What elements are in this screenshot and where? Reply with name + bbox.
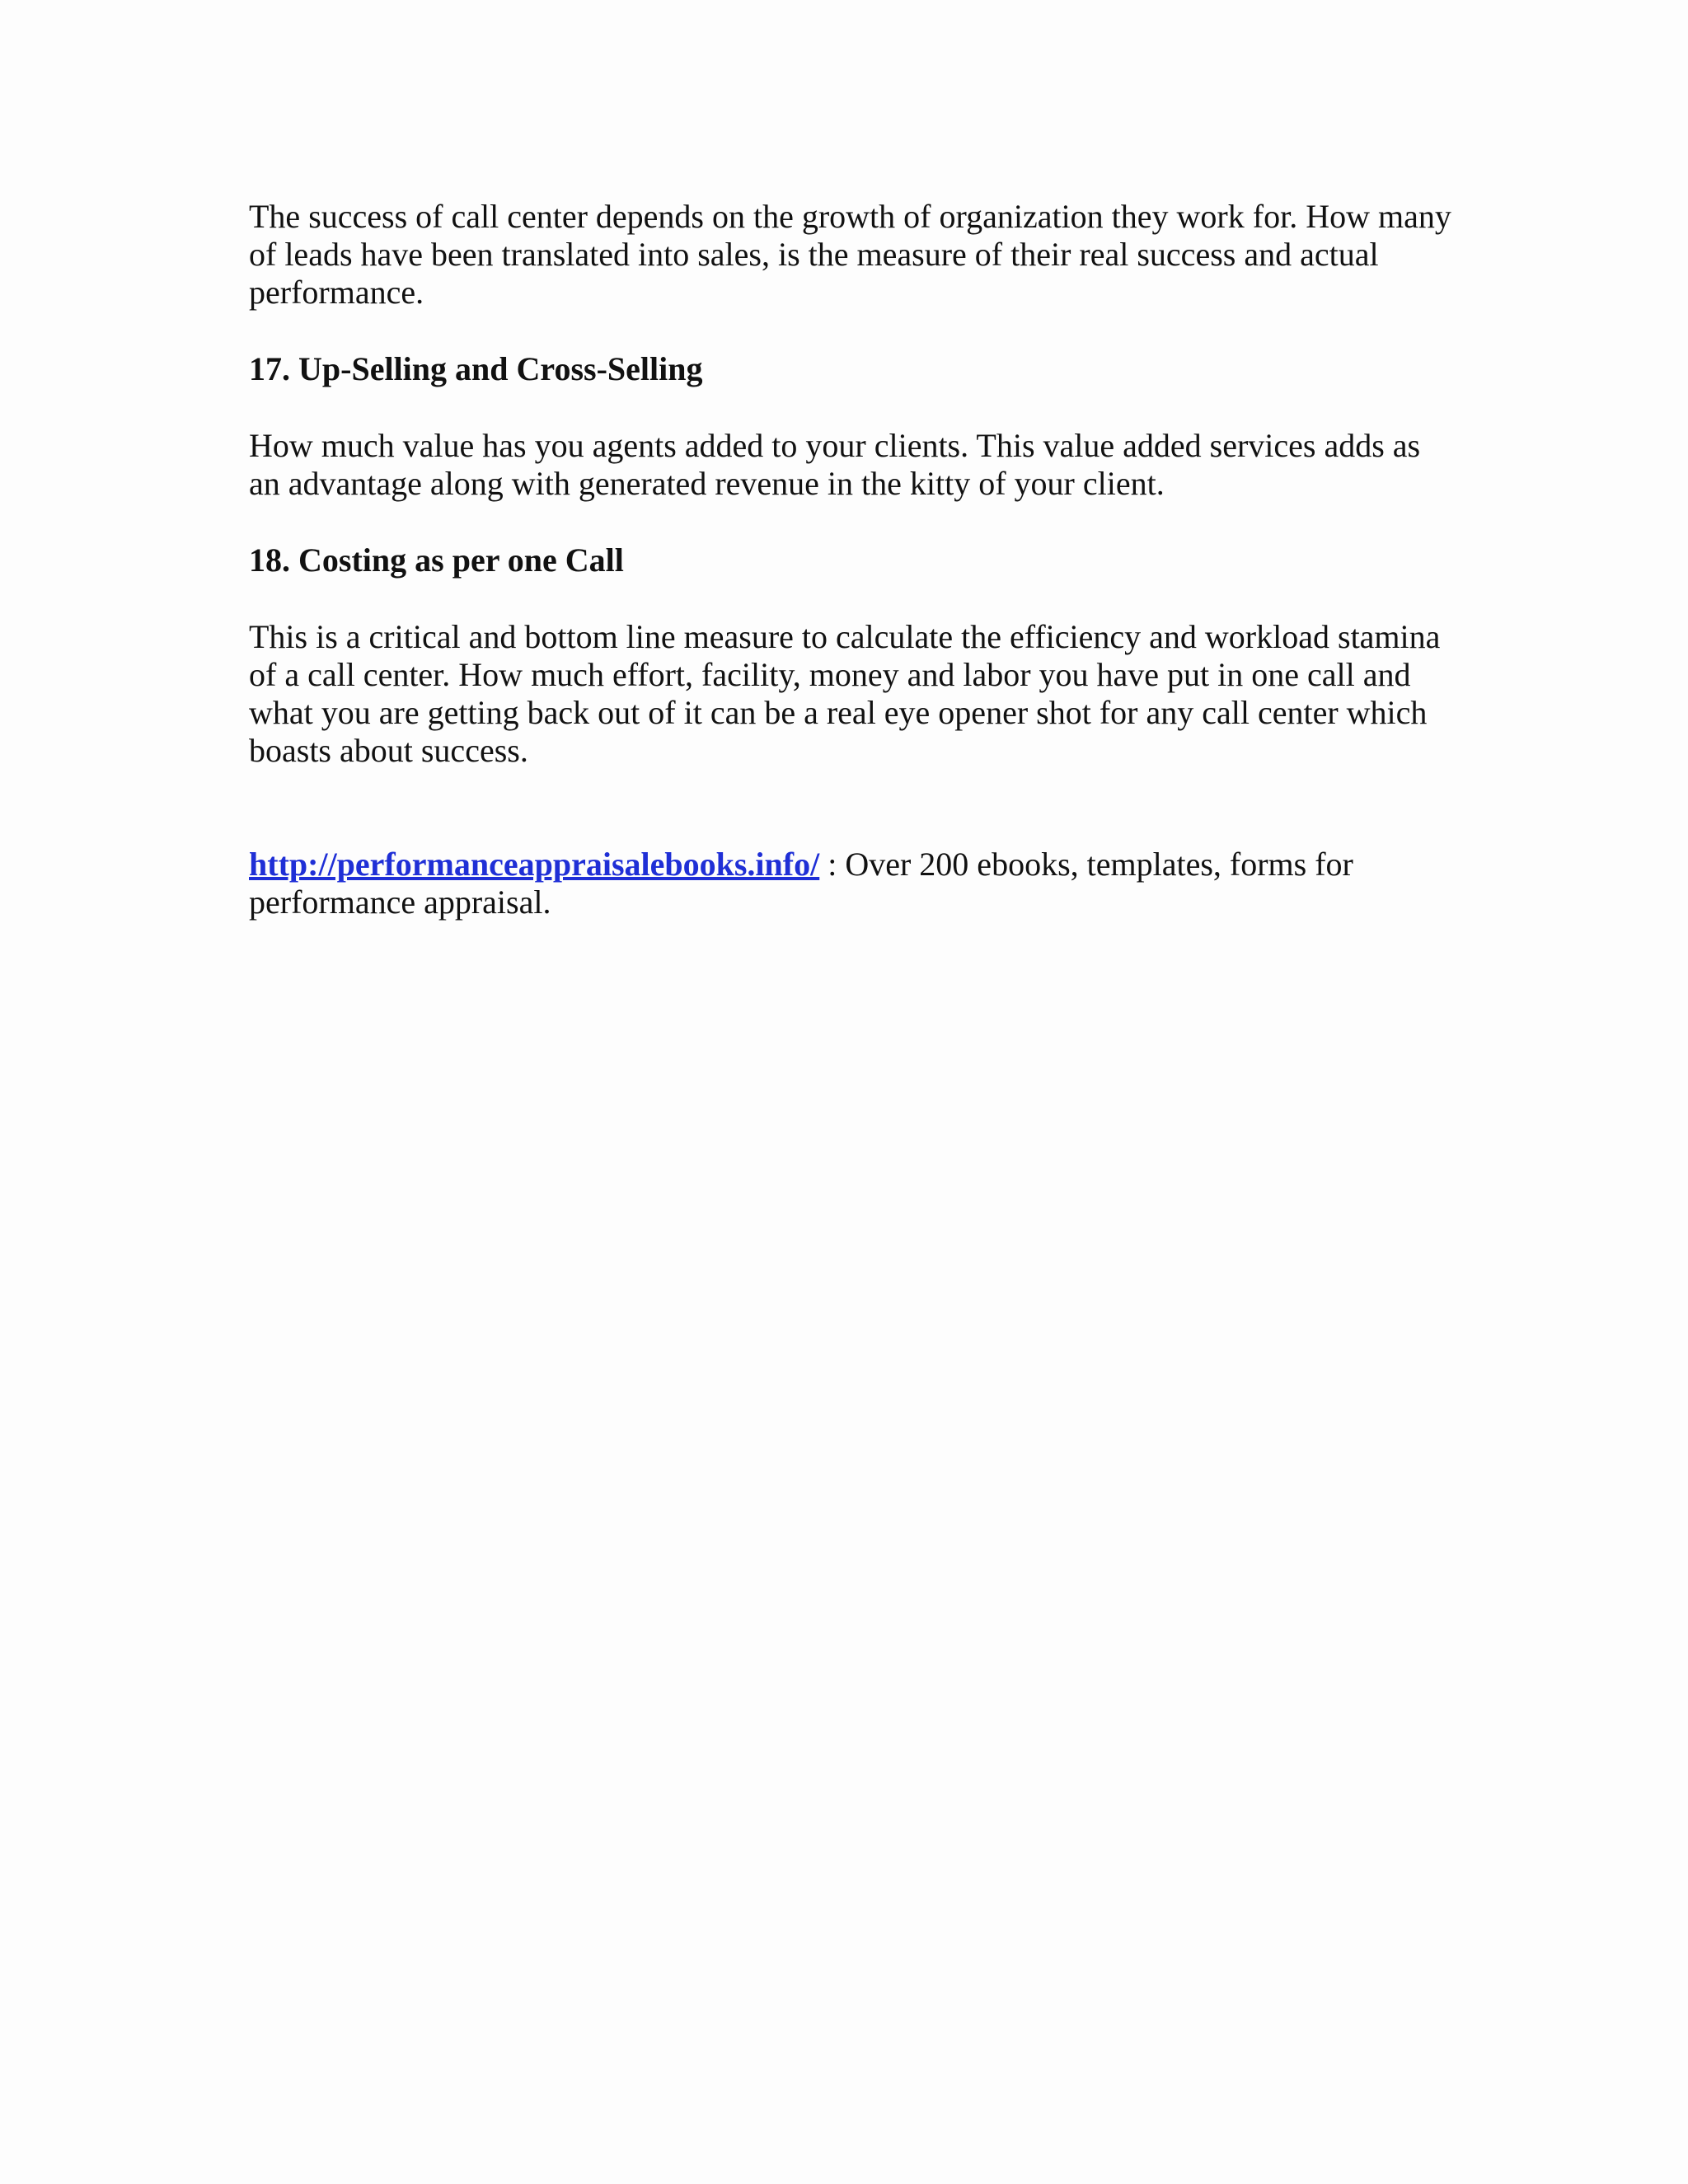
footer-promo-paragraph bbox=[249, 846, 1452, 921]
promo-trailing-text: : Over 200 ebooks, templates, forms for performance appraisal. bbox=[249, 846, 1353, 921]
document-body bbox=[249, 198, 1452, 960]
section-17-body: How much value has you agents added to your clients. This value added services adds as an advantage along with generated revenue in the kitty of your client. bbox=[249, 427, 1421, 502]
section-17-heading: 17. Up-Selling and Cross-Selling bbox=[249, 350, 703, 387]
intro-paragraph: The success of call center depends on the growth of organization they work for. How many of leads have been translated into sales, is the measure of their real success and actual performance. bbox=[249, 198, 1451, 311]
section-18-body: This is a critical and bottom line measure to calculate the efficiency and workload stamina of a call center. How much effort, facility, money and labor you have put in one call and what you are getting back out of it can be a real eye opener shot for any call center which boasts about success. bbox=[249, 618, 1441, 769]
section-18-heading: 18. Costing as per one Call bbox=[249, 541, 624, 579]
promo-link[interactable]: http://performanceappraisalebooks.info/ bbox=[249, 846, 820, 883]
